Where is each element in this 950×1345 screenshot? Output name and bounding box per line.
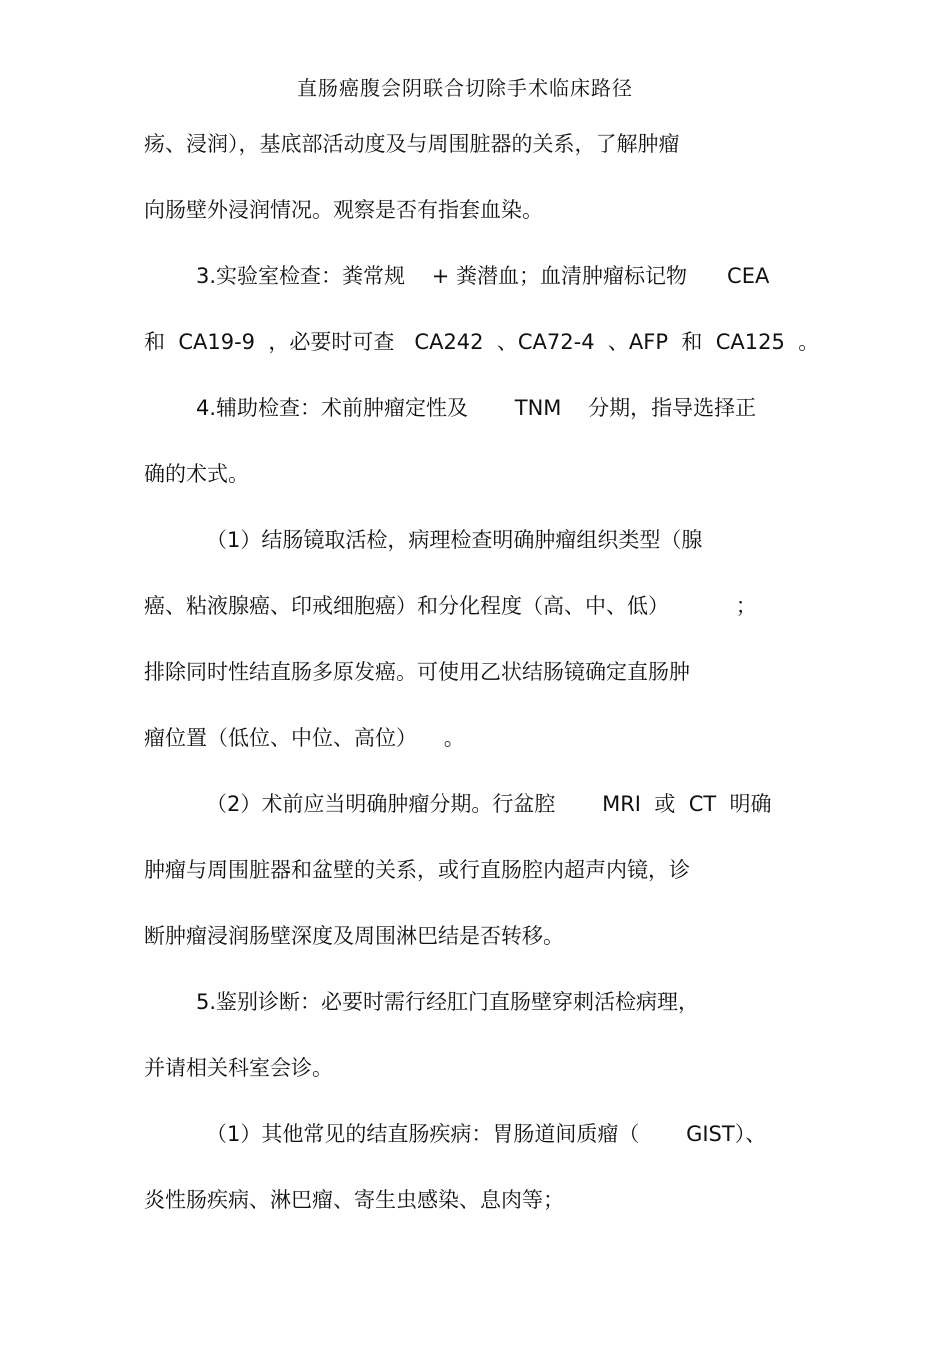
text-line-14: 5.鉴别诊断：必要时需行经肛门直肠壁穿刺活检病理， bbox=[196, 990, 700, 1014]
text-line-15: 并请相关科室会诊。 bbox=[144, 1056, 333, 1080]
text-line-17: 炎性肠疾病、淋巴瘤、寄生虫感染、息肉等； bbox=[144, 1188, 564, 1212]
text-line-3: 3.实验室检查：粪常规 + 粪潜血；血清肿瘤标记物 CEA bbox=[196, 264, 770, 288]
text-line-2: 向肠壁外浸润情况。观察是否有指套血染。 bbox=[144, 198, 543, 222]
text-line-1: 疡、浸润），基底部活动度及与周围脏器的关系，了解肿瘤 bbox=[144, 132, 680, 156]
text-line-5: 4.辅助检查：术前肿瘤定性及 TNM 分期，指导选择正 bbox=[196, 396, 757, 420]
text-line-7: （1）结肠镜取活检，病理检查明确肿瘤组织类型（腺 bbox=[206, 528, 703, 552]
page-title: 直肠癌腹会阴联合切除手术临床路径 bbox=[297, 76, 633, 100]
text-line-16: （1）其他常见的结直肠疾病：胃肠道间质瘤（ GIST）、 bbox=[206, 1122, 767, 1146]
text-line-6: 确的术式。 bbox=[144, 462, 249, 486]
text-line-13: 断肿瘤浸润肠壁深度及周围淋巴结是否转移。 bbox=[144, 924, 564, 948]
text-line-4: 和 CA19-9 ，必要时可查 CA242 、CA72-4 、AFP 和 CA125 。 bbox=[144, 330, 820, 354]
text-line-9: 排除同时性结直肠多原发癌。可使用乙状结肠镜确定直肠肿 bbox=[144, 660, 690, 684]
text-line-8: 癌、粘液腺癌、印戒细胞癌）和分化程度（高、中、低） ； bbox=[144, 594, 757, 618]
text-line-11: （2）术前应当明确肿瘤分期。行盆腔 MRI 或 CT 明确 bbox=[206, 792, 772, 816]
text-line-10: 瘤位置（低位、中位、高位） 。 bbox=[144, 726, 465, 750]
text-line-12: 肿瘤与周围脏器和盆壁的关系，或行直肠腔内超声内镜，诊 bbox=[144, 858, 690, 882]
